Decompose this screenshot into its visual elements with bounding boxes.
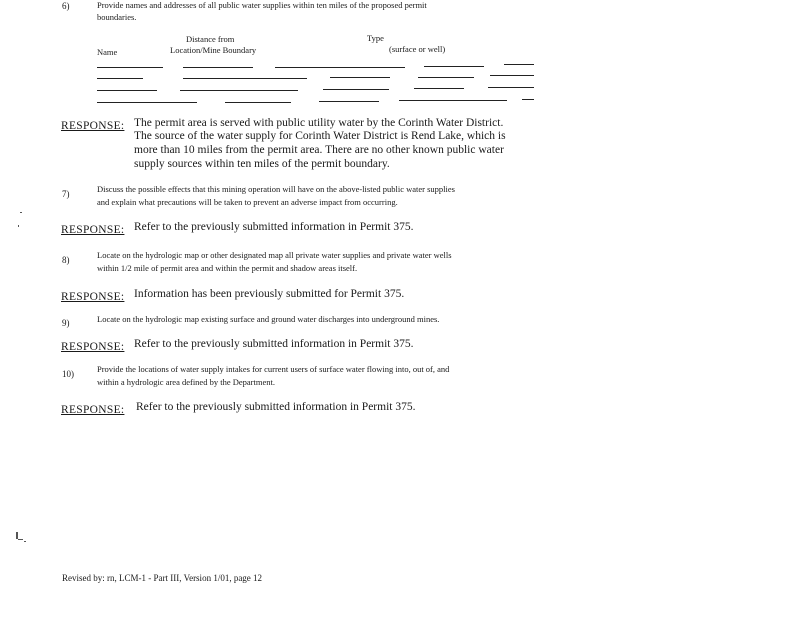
table-header-type-line-2: (surface or well): [389, 44, 446, 54]
item-10-number: 10): [62, 369, 74, 379]
response-1-line-3: more than 10 miles from the permit area. There are no other known public water: [134, 144, 504, 156]
item-10-text-line-1: Provide the locations of water supply intakes for current users of surface water flowing into, out of, and: [97, 364, 450, 374]
item-6-number: 6): [62, 1, 70, 11]
response-1-line-2: The source of the water supply for Corinth Water District is Rend Lake, which is: [134, 130, 506, 142]
page-footer: Revised by: rn, LCM-1 - Part III, Version 1/01, page 12: [62, 573, 263, 583]
response-1-line-4: supply sources within ten miles of the permit boundary.: [134, 158, 390, 170]
item-6-text-line-1: Provide names and addresses of all public water supplies within ten miles of the proposed permit: [97, 0, 427, 10]
table-header-distance-line-2: Location/Mine Boundary: [170, 45, 257, 55]
table-header-name: Name: [97, 47, 118, 57]
response-5-line-1: Refer to the previously submitted information in Permit 375.: [136, 401, 416, 413]
response-1-line-1: The permit area is served with public utility water by the Corinth Water District.: [134, 117, 504, 129]
item-9-number: 9): [62, 318, 70, 328]
item-7-number: 7): [62, 189, 70, 199]
item-9-text-line-1: Locate on the hydrologic map existing surface and ground water discharges into underground mines.: [97, 314, 440, 324]
response-2-line-1: Refer to the previously submitted information in Permit 375.: [134, 221, 414, 233]
item-8-number: 8): [62, 255, 70, 265]
response-4-line-1: Refer to the previously submitted information in Permit 375.: [134, 338, 414, 350]
item-7-text-line-2: and explain what precautions will be taken to prevent an adverse impact from occurring.: [97, 197, 398, 207]
item-7-text-line-1: Discuss the possible effects that this mining operation will have on the above-listed public water supplies: [97, 184, 455, 194]
item-6-text-line-2: boundaries.: [97, 12, 137, 22]
response-4-label: RESPONSE:: [61, 341, 125, 353]
response-5-label: RESPONSE:: [61, 404, 125, 416]
item-8-text-line-1: Locate on the hydrologic map or other designated map all private water supplies and private water wells: [97, 250, 452, 260]
response-2-label: RESPONSE:: [61, 224, 125, 236]
response-3-line-1: Information has been previously submitted for Permit 375.: [134, 288, 405, 300]
response-3-label: RESPONSE:: [61, 291, 125, 303]
item-10-text-line-2: within a hydrologic area defined by the Department.: [97, 377, 275, 387]
table-header-type-line-1: Type: [367, 33, 384, 43]
response-1-label: RESPONSE:: [61, 120, 125, 132]
table-header-distance-line-1: Distance from: [186, 34, 235, 44]
item-8-text-line-2: within 1/2 mile of permit area and within the permit and shadow areas itself.: [97, 263, 358, 273]
